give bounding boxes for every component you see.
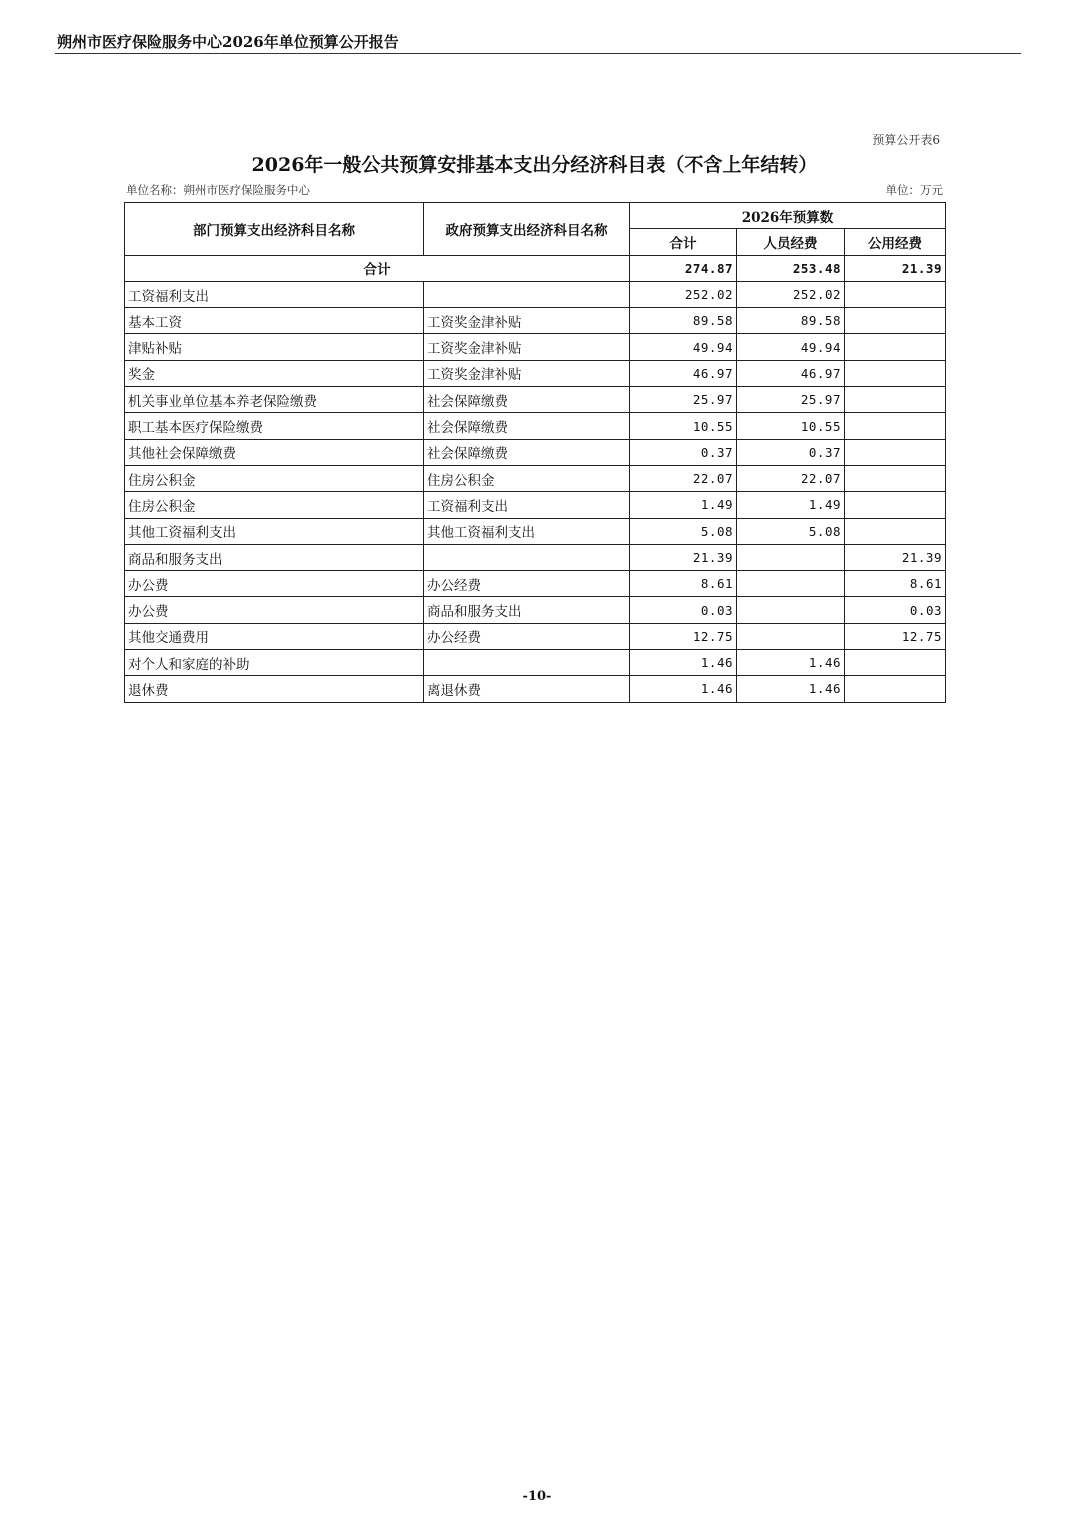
table-row <box>125 413 946 439</box>
table-row <box>125 334 946 360</box>
row-public <box>845 518 946 544</box>
row-total: 0.37 <box>630 439 737 465</box>
gov-item-name <box>424 281 630 307</box>
dept-item-name: 机关事业单位基本养老保险缴费 <box>125 387 424 413</box>
gov-item-name: 离退休费 <box>424 676 630 702</box>
table-row <box>125 465 946 491</box>
table-row <box>125 360 946 386</box>
row-personnel: 252.02 <box>737 281 845 307</box>
row-personnel <box>737 623 845 649</box>
row-total: 1.49 <box>630 492 737 518</box>
gov-item-name: 工资奖金津补贴 <box>424 308 630 334</box>
row-total: 25.97 <box>630 387 737 413</box>
table-header <box>125 203 946 256</box>
col-dept-header: 部门预算支出经济科目名称 <box>125 203 424 256</box>
dept-item-name: 基本工资 <box>125 308 424 334</box>
row-total: 49.94 <box>630 334 737 360</box>
page-number: -10- <box>522 1489 552 1504</box>
gov-item-name: 工资福利支出 <box>424 492 630 518</box>
table-row <box>125 571 946 597</box>
gov-item-name: 住房公积金 <box>424 465 630 491</box>
row-personnel: 25.97 <box>737 387 845 413</box>
row-total: 89.58 <box>630 308 737 334</box>
table-title: 2026年一般公共预算安排基本支出分经济科目表（不含上年结转） <box>251 154 818 176</box>
row-public <box>845 676 946 702</box>
row-personnel: 89.58 <box>737 308 845 334</box>
gov-item-name: 社会保障缴费 <box>424 387 630 413</box>
table-row <box>125 518 946 544</box>
row-personnel <box>737 544 845 570</box>
table-row <box>125 492 946 518</box>
gov-item-name <box>424 544 630 570</box>
currency-unit-label: 单位：万元 <box>885 183 943 197</box>
dept-item-name: 其他社会保障缴费 <box>125 439 424 465</box>
dept-item-name: 办公费 <box>125 597 424 623</box>
row-public: 0.03 <box>845 597 946 623</box>
total-label: 合计 <box>125 255 630 281</box>
row-public <box>845 360 946 386</box>
row-personnel: 22.07 <box>737 465 845 491</box>
row-total: 5.08 <box>630 518 737 544</box>
row-personnel: 10.55 <box>737 413 845 439</box>
table-row <box>125 308 946 334</box>
gov-item-name: 工资奖金津补贴 <box>424 360 630 386</box>
dept-item-name: 住房公积金 <box>125 465 424 491</box>
row-public <box>845 308 946 334</box>
gov-item-name: 社会保障缴费 <box>424 439 630 465</box>
dept-item-name: 其他工资福利支出 <box>125 518 424 544</box>
row-personnel: 46.97 <box>737 360 845 386</box>
dept-item-name: 退休费 <box>125 676 424 702</box>
row-public <box>845 492 946 518</box>
row-personnel <box>737 571 845 597</box>
row-personnel: 0.37 <box>737 439 845 465</box>
row-public <box>845 387 946 413</box>
header-divider <box>55 53 1021 54</box>
dept-item-name: 职工基本医疗保险缴费 <box>125 413 424 439</box>
table-row <box>125 281 946 307</box>
col-total-header: 合计 <box>630 229 737 255</box>
col-budget-header: 2026年预算数 <box>630 203 946 229</box>
total-amount: 274.87 <box>630 255 737 281</box>
row-total: 252.02 <box>630 281 737 307</box>
table-row <box>125 650 946 676</box>
row-public <box>845 439 946 465</box>
dept-item-name: 商品和服务支出 <box>125 544 424 570</box>
row-personnel <box>737 597 845 623</box>
row-total: 46.97 <box>630 360 737 386</box>
row-total: 1.46 <box>630 676 737 702</box>
gov-item-name <box>424 650 630 676</box>
row-total: 8.61 <box>630 571 737 597</box>
row-total: 21.39 <box>630 544 737 570</box>
report-header-title: 朔州市医疗保险服务中心2026年单位预算公开报告 <box>57 33 399 51</box>
row-total: 12.75 <box>630 623 737 649</box>
row-personnel: 1.49 <box>737 492 845 518</box>
total-row <box>125 255 946 281</box>
row-total: 0.03 <box>630 597 737 623</box>
header-row-1 <box>125 203 946 229</box>
gov-item-name: 办公经费 <box>424 623 630 649</box>
row-public <box>845 413 946 439</box>
table-row <box>125 387 946 413</box>
row-personnel: 49.94 <box>737 334 845 360</box>
gov-item-name: 社会保障缴费 <box>424 413 630 439</box>
gov-item-name: 工资奖金津补贴 <box>424 334 630 360</box>
dept-item-name: 住房公积金 <box>125 492 424 518</box>
row-total: 10.55 <box>630 413 737 439</box>
row-public: 21.39 <box>845 544 946 570</box>
row-public: 12.75 <box>845 623 946 649</box>
table-row <box>125 676 946 702</box>
gov-item-name: 办公经费 <box>424 571 630 597</box>
row-public <box>845 281 946 307</box>
row-personnel: 1.46 <box>737 676 845 702</box>
row-total: 22.07 <box>630 465 737 491</box>
dept-item-name: 办公费 <box>125 571 424 597</box>
dept-item-name: 工资福利支出 <box>125 281 424 307</box>
unit-name-label: 单位名称：朔州市医疗保险服务中心 <box>126 183 310 197</box>
total-personnel: 253.48 <box>737 255 845 281</box>
table-body <box>125 255 946 702</box>
dept-item-name: 其他交通费用 <box>125 623 424 649</box>
table-row <box>125 544 946 570</box>
table-number: 预算公开表6 <box>872 133 940 147</box>
row-public <box>845 650 946 676</box>
gov-item-name: 商品和服务支出 <box>424 597 630 623</box>
total-public: 21.39 <box>845 255 946 281</box>
col-personnel-header: 人员经费 <box>737 229 845 255</box>
dept-item-name: 奖金 <box>125 360 424 386</box>
gov-item-name: 其他工资福利支出 <box>424 518 630 544</box>
budget-table <box>124 202 946 703</box>
dept-item-name: 津贴补贴 <box>125 334 424 360</box>
row-total: 1.46 <box>630 650 737 676</box>
row-personnel: 1.46 <box>737 650 845 676</box>
row-public <box>845 334 946 360</box>
dept-item-name: 对个人和家庭的补助 <box>125 650 424 676</box>
row-personnel: 5.08 <box>737 518 845 544</box>
col-public-header: 公用经费 <box>845 229 946 255</box>
table-row <box>125 597 946 623</box>
table-row <box>125 623 946 649</box>
row-public: 8.61 <box>845 571 946 597</box>
row-public <box>845 465 946 491</box>
col-gov-header: 政府预算支出经济科目名称 <box>424 203 630 256</box>
table-row <box>125 439 946 465</box>
